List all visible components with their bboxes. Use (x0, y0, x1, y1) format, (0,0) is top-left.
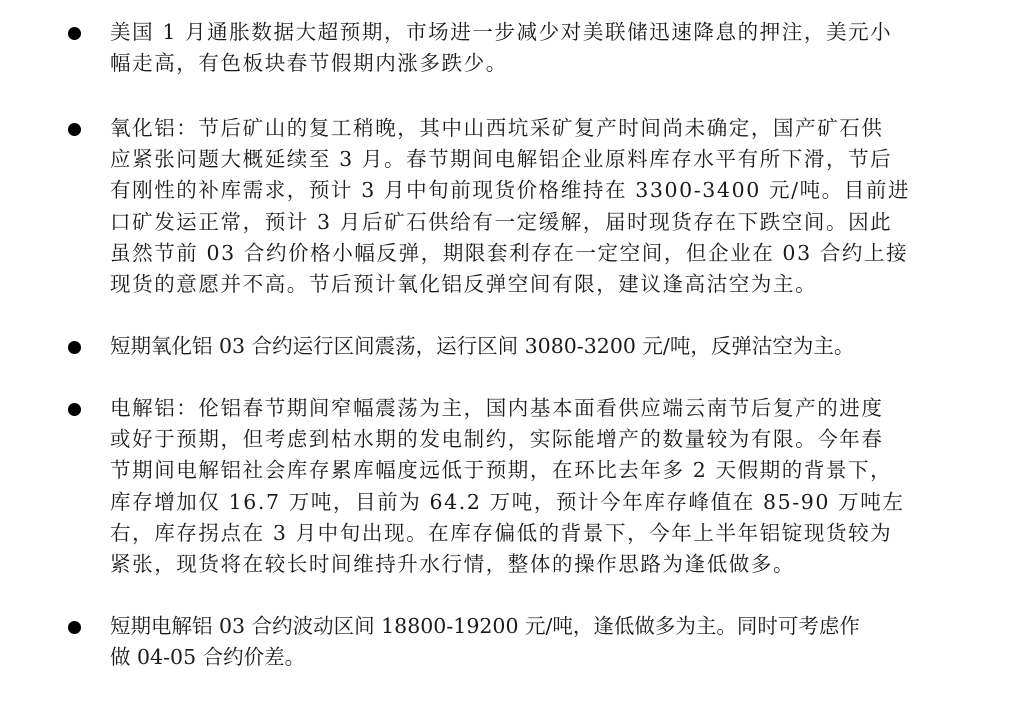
bullet-paragraph (110, 113, 960, 300)
paragraph-line: 现货的意愿并不高。节后预计氧化铝反弹空间有限，建议逢高沽空为主。 (110, 271, 818, 296)
paragraph-line: 应紧张问题大概延续至 3 月。春节期间电解铝企业原料库存水平有所下滑，节后 (110, 147, 893, 172)
paragraph-line: 短期氧化铝 03 合约运行区间震荡，运行区间 3080-3200 元/吨，反弹沽空为主。 (110, 334, 855, 358)
paragraph-line: 库存增加仅 16.7 万吨，目前为 64.2 万吨，预计今年库存峰值在 85-90 万吨左 (110, 489, 905, 514)
paragraph-line: 紧张，现货将在较长时间维持升水行情，整体的操作思路为逢低做多。 (110, 551, 796, 576)
bullet-paragraph (110, 393, 960, 580)
paragraph-line: 节期间电解铝社会库存累库幅度远低于预期，在环比去年多 2 天假期的背景下， (110, 458, 893, 483)
paragraph-line: 幅走高，有色板块春节假期内涨多跌少。 (110, 51, 508, 76)
paragraph-line: 口矿发运正常，预计 3 月后矿石供给有一定缓解，届时现货存在下跌空间。因此 (110, 209, 893, 234)
bullet-paragraph (110, 611, 960, 673)
paragraph-line: 右，库存拐点在 3 月中旬出现。在库存偏低的背景下，今年上半年铝锭现货较为 (110, 520, 893, 545)
paragraph-line: 美国 1 月通胀数据大超预期，市场进一步减少对美联储迅速降息的押注，美元小 (110, 20, 893, 44)
paragraph-line: 短期电解铝 03 合约波动区间 18800-19200 元/吨，逢低做多为主。同时可考虑作 (110, 614, 860, 638)
paragraph-line: 做 04-05 合约价差。 (110, 645, 306, 670)
paragraph-line: 虽然节前 03 合约价格小幅反弹，期限套利存在一定空间，但企业在 03 合约上接 (110, 240, 909, 265)
paragraph-line: 或好于预期，但考虑到枯水期的发电制约，实际能增产的数量较为有限。今年春 (110, 427, 884, 452)
paragraph-line: 有刚性的补库需求，预计 3 月中旬前现货价格维持在 3300-3400 元/吨。目前进 (110, 178, 911, 203)
bullet-dot-icon (68, 403, 81, 416)
bullet-paragraph (110, 331, 960, 362)
bullet-dot-icon (68, 341, 81, 354)
paragraph-line: 电解铝：伦铝春节期间窄幅震荡为主，国内基本面看供应端云南节后复产的进度 (110, 396, 884, 420)
paragraph-line: 氧化铝：节后矿山的复工稍晚，其中山西坑采矿复产时间尚未确定，国产矿石供 (110, 116, 884, 140)
bullet-dot-icon (68, 27, 81, 40)
bullet-dot-icon (68, 621, 81, 634)
bullet-dot-icon (68, 123, 81, 136)
bullet-paragraph (110, 17, 960, 79)
